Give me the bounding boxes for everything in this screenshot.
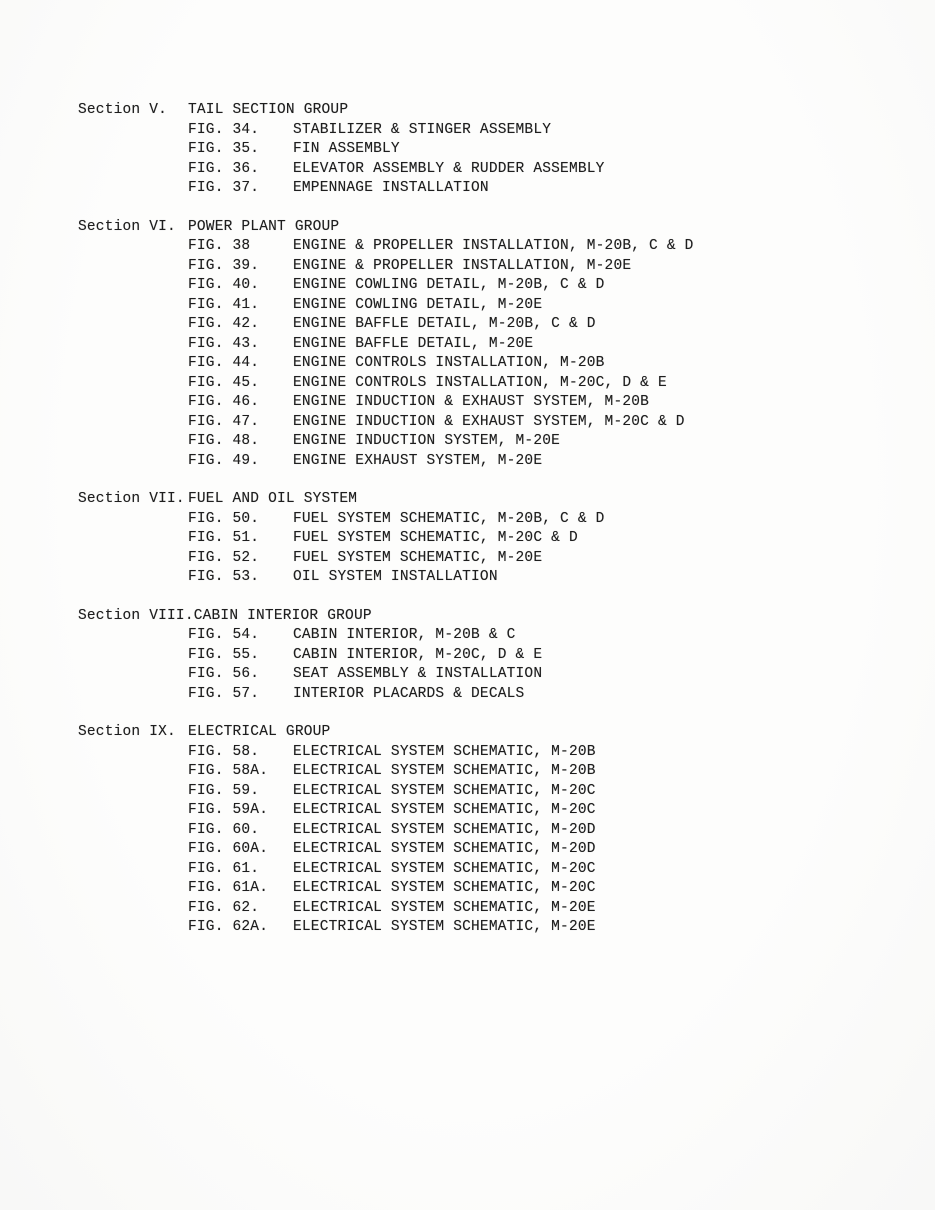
figure-number: FIG. 35.	[188, 141, 260, 157]
figure-title: CABIN INTERIOR, M-20B & C	[293, 627, 516, 643]
figure-number: FIG. 37.	[188, 180, 260, 196]
figure-number: FIG. 52.	[188, 549, 260, 566]
figure-title: ELECTRICAL SYSTEM SCHEMATIC, M-20B	[293, 763, 596, 779]
figure-number: FIG. 39.	[188, 257, 260, 274]
figure-number: FIG. 44.	[188, 355, 260, 371]
figure-title: ELEVATOR ASSEMBLY & RUDDER ASSEMBLY	[293, 160, 605, 177]
figure-number: FIG. 60.	[188, 821, 260, 838]
figure-number: FIG. 62.	[188, 899, 260, 916]
figure-number: FIG. 36.	[188, 160, 260, 177]
figure-row	[78, 762, 935, 782]
figure-row	[78, 626, 935, 646]
figure-row	[78, 276, 935, 296]
figure-number: FIG. 62A.	[188, 919, 269, 935]
figure-title: ENGINE & PROPELLER INSTALLATION, M-20B, C & D	[293, 238, 694, 254]
figure-number: FIG. 45.	[188, 374, 260, 391]
figure-title: ENGINE BAFFLE DETAIL, M-20E	[293, 335, 534, 352]
section-title: TAIL SECTION GROUP	[188, 102, 349, 118]
figure-row	[78, 335, 935, 355]
figure-title: ELECTRICAL SYSTEM SCHEMATIC, M-20C	[293, 802, 596, 818]
section-label: Section VIII.	[78, 607, 194, 624]
figure-number: FIG. 58A.	[188, 763, 269, 779]
figure-title: ENGINE EXHAUST SYSTEM, M-20E	[293, 452, 543, 469]
figure-number: FIG. 47.	[188, 413, 260, 430]
figure-number: FIG. 59.	[188, 782, 260, 799]
figure-row	[78, 743, 935, 763]
figure-row	[78, 257, 935, 277]
figure-row	[78, 413, 935, 433]
figure-row	[78, 665, 935, 685]
section-header-row	[78, 218, 935, 238]
figure-title: ENGINE INDUCTION SYSTEM, M-20E	[293, 433, 561, 449]
figure-title: ENGINE INDUCTION & EXHAUST SYSTEM, M-20C & D	[293, 413, 685, 430]
figure-title: OIL SYSTEM INSTALLATION	[293, 569, 498, 585]
figure-number: FIG. 55.	[188, 646, 260, 663]
figure-title: ELECTRICAL SYSTEM SCHEMATIC, M-20C	[293, 880, 596, 896]
figure-number: FIG. 40.	[188, 277, 260, 293]
figure-number: FIG. 51.	[188, 530, 260, 546]
figure-title: ENGINE INDUCTION & EXHAUST SYSTEM, M-20B	[293, 394, 650, 410]
figure-title: SEAT ASSEMBLY & INSTALLATION	[293, 666, 543, 682]
section-header-row	[78, 723, 935, 743]
figure-row	[78, 296, 935, 316]
figure-title: CABIN INTERIOR, M-20C, D & E	[293, 646, 543, 663]
figure-title: ELECTRICAL SYSTEM SCHEMATIC, M-20E	[293, 919, 596, 935]
figure-number: FIG. 50.	[188, 510, 260, 527]
section-block	[78, 607, 935, 705]
figure-row	[78, 801, 935, 821]
figure-number: FIG. 59A.	[188, 802, 269, 818]
figure-number: FIG. 53.	[188, 569, 260, 585]
figure-row	[78, 646, 935, 666]
figure-row	[78, 179, 935, 199]
section-label: Section VI.	[78, 218, 176, 235]
figure-number: FIG. 57.	[188, 685, 260, 702]
figure-number: FIG. 56.	[188, 666, 260, 682]
figure-number: FIG. 61A.	[188, 880, 269, 896]
figure-number: FIG. 60A.	[188, 841, 269, 857]
figure-number: FIG. 54.	[188, 627, 260, 643]
section-header-row	[78, 607, 935, 627]
figure-row	[78, 452, 935, 472]
figure-row	[78, 549, 935, 569]
section-label: Section IX.	[78, 724, 176, 740]
figure-title: ELECTRICAL SYSTEM SCHEMATIC, M-20C	[293, 782, 596, 799]
figure-row	[78, 821, 935, 841]
figure-row	[78, 160, 935, 180]
figure-row	[78, 140, 935, 160]
section-title: ELECTRICAL GROUP	[188, 724, 331, 740]
figure-row	[78, 374, 935, 394]
figure-title: ENGINE COWLING DETAIL, M-20B, C & D	[293, 277, 605, 293]
figure-row	[78, 121, 935, 141]
section-label: Section VII.	[78, 491, 185, 507]
figure-number: FIG. 42.	[188, 316, 260, 332]
figure-title: EMPENNAGE INSTALLATION	[293, 180, 489, 196]
section-block	[78, 218, 935, 472]
section-header-row	[78, 490, 935, 510]
figure-number: FIG. 43.	[188, 335, 260, 352]
section-block	[78, 490, 935, 588]
figure-title: ELECTRICAL SYSTEM SCHEMATIC, M-20D	[293, 821, 596, 838]
figure-title: ENGINE BAFFLE DETAIL, M-20B, C & D	[293, 316, 596, 332]
figure-title: FIN ASSEMBLY	[293, 141, 400, 157]
figure-number: FIG. 34.	[188, 121, 260, 138]
section-label: Section V.	[78, 102, 168, 118]
figure-number: FIG. 41.	[188, 296, 260, 313]
figure-row	[78, 393, 935, 413]
figure-row	[78, 568, 935, 588]
figure-title: ENGINE CONTROLS INSTALLATION, M-20C, D & E	[293, 374, 667, 391]
section-title: POWER PLANT GROUP	[188, 218, 340, 235]
figure-title: ENGINE COWLING DETAIL, M-20E	[293, 296, 543, 313]
section-header-row	[78, 101, 935, 121]
figure-title: ENGINE CONTROLS INSTALLATION, M-20B	[293, 355, 605, 371]
figure-number: FIG. 46.	[188, 394, 260, 410]
figure-row	[78, 432, 935, 452]
figure-row	[78, 879, 935, 899]
figure-title: INTERIOR PLACARDS & DECALS	[293, 685, 525, 702]
figure-title: STABILIZER & STINGER ASSEMBLY	[293, 121, 552, 138]
figure-title: ELECTRICAL SYSTEM SCHEMATIC, M-20D	[293, 841, 596, 857]
section-title: CABIN INTERIOR GROUP	[193, 607, 372, 624]
figure-row	[78, 899, 935, 919]
figure-title: ENGINE & PROPELLER INSTALLATION, M-20E	[293, 257, 632, 274]
figure-row	[78, 354, 935, 374]
figure-number: FIG. 61.	[188, 860, 260, 877]
figure-title: ELECTRICAL SYSTEM SCHEMATIC, M-20B	[293, 743, 596, 760]
figure-title: FUEL SYSTEM SCHEMATIC, M-20C & D	[293, 530, 578, 546]
figure-row	[78, 529, 935, 549]
section-block	[78, 723, 935, 938]
figure-row	[78, 315, 935, 335]
figure-index	[78, 101, 935, 938]
figure-number: FIG. 48.	[188, 433, 260, 449]
section-block	[78, 101, 935, 199]
figure-number: FIG. 49.	[188, 452, 260, 469]
figure-row	[78, 918, 935, 938]
figure-title: ELECTRICAL SYSTEM SCHEMATIC, M-20E	[293, 899, 596, 916]
figure-row	[78, 237, 935, 257]
figure-title: FUEL SYSTEM SCHEMATIC, M-20B, C & D	[293, 510, 605, 527]
figure-row	[78, 685, 935, 705]
figure-row	[78, 840, 935, 860]
figure-title: FUEL SYSTEM SCHEMATIC, M-20E	[293, 549, 543, 566]
figure-number: FIG. 58.	[188, 743, 260, 760]
figure-row	[78, 510, 935, 530]
figure-number: FIG. 38	[188, 238, 251, 254]
figure-row	[78, 782, 935, 802]
figure-row	[78, 860, 935, 880]
section-title: FUEL AND OIL SYSTEM	[188, 491, 358, 507]
figure-title: ELECTRICAL SYSTEM SCHEMATIC, M-20C	[293, 860, 596, 877]
